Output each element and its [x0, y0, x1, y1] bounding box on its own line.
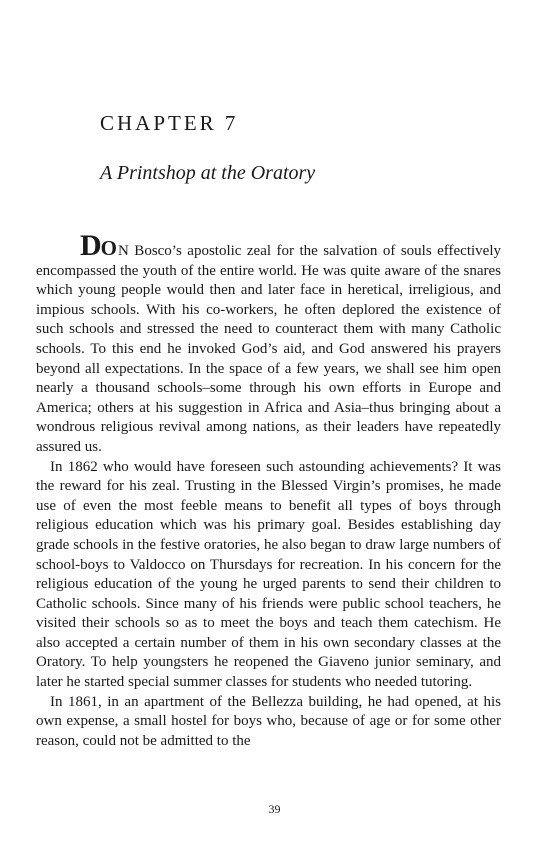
chapter-title: A Printshop at the Oratory: [100, 162, 316, 184]
opening-paragraph: [36, 229, 501, 458]
paragraph-1-text: effectively encompassed the youth of the entire world. He was quite aware of the snares which young people would then and later face in heretical, irreligious, and impious schools. With his co-workers, he often deplored the existence of such schools and stressed the need to counteract them with many Catholic schools. To this end he invoked God’s aid, and God answered his prayers beyond all expectations. In the space of a few years, we shall see him open nearly a thousand schools–some through his own efforts in Europe and America; others at his suggestion in Africa and Asia–thus bringing about a wondrous religious revival among nations, as their leaders have repeatedly assured us.: [36, 243, 501, 455]
body-text: [36, 229, 501, 751]
page-number: 39: [268, 802, 281, 816]
opening-line: [36, 229, 432, 262]
chapter-label: CHAPTER 7: [100, 111, 239, 135]
paragraph-3: In 1861, in an apartment of the Bellezza building, he had opened, at his own expense, a small hostel for boys who, because of age or for some other reason, could not be admitted to the: [36, 693, 501, 749]
drop-cap-letter: D: [80, 229, 101, 262]
opening-line-text: N Bosco’s apostolic zeal for the salvation of souls: [118, 243, 432, 259]
paragraph-2: In 1862 who would have foreseen such astounding achievements? It was the reward for his zeal. Trusting in the Blessed Virgin’s promises, he made use of even the most feeble means to benefit all types of boys through religious education which was his primary goal. Besides establishing day grade schools in the festive oratories, he also began to draw large numbers of school-boys to Valdocco on Thursdays for recreation. In his concern for the religious education of the young he urged parents to send their children to Catholic schools. Since many of his friends were public school teachers, he visited their schools so as to meet the boys and teach them catechism. He also accepted a certain number of them in his own secondary classes at the Oratory. To help youngsters he reopened the Giaveno junior seminary, and later he started special summer classes for students who needed tutoring.: [36, 458, 501, 691]
drop-cap-second-letter: O: [100, 236, 119, 260]
